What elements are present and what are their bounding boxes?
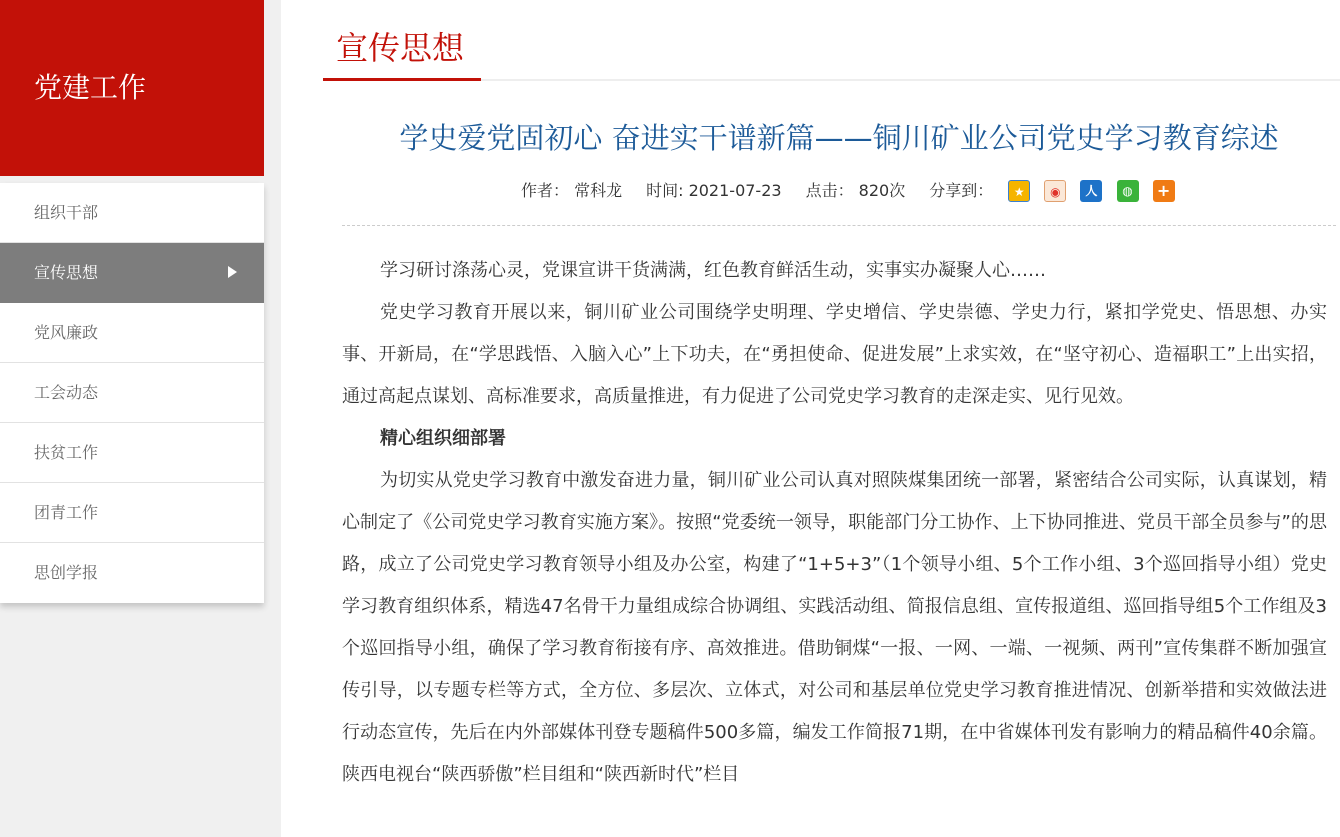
chevron-right-icon [228, 266, 237, 278]
article-time: 时间: 2021-07-23 [646, 180, 782, 200]
sidebar-title: 党建工作 [34, 71, 147, 104]
meta-divider [342, 225, 1336, 226]
sidebar-item-label: 团青工作 [34, 503, 99, 522]
sidebar-item-integrity[interactable] [0, 303, 264, 363]
sidebar-item-label: 组织干部 [34, 203, 99, 222]
article-title: 学史爱党固初心 奋进实干谱新篇——铜川矿业公司党史学习教育综述 [399, 121, 1279, 155]
sidebar-item-poverty[interactable] [0, 423, 264, 483]
more-icon[interactable]: + [1153, 180, 1175, 202]
article-author: 作者： 常科龙 [521, 180, 623, 200]
sidebar-item-label: 扶贫工作 [34, 443, 99, 462]
section-title: 宣传思想 [336, 29, 465, 67]
qzone-icon[interactable]: ★ [1008, 180, 1030, 202]
article-subheading: 精心组织细部署 [380, 428, 506, 449]
sidebar-header [0, 0, 264, 176]
article-body [342, 250, 1327, 796]
share-icons [999, 179, 1174, 203]
sidebar-item-propaganda[interactable] [0, 243, 264, 303]
sidebar-item-label: 工会动态 [34, 383, 99, 402]
sidebar-item-label: 宣传思想 [34, 263, 99, 282]
article-paragraph: 为切实从党史学习教育中激发奋进力量，铜川矿业公司认真对照陕煤集团统一部署，紧密结合公司实际，认真谋划，精心制定了《公司党史学习教育实施方案》。按照“党委统一领导，职能部门分工协作、上下协同推进、党员干部全员参与”的思路，成立了公司党史学习教育领导小组及办公室，构建了“1+5+3”（1个领导小组、5个工作小组、3个巡回指导小组）党史学习教育组织体系，精选47名骨干力量组成综合协调组、实践活动组、简报信息组、宣传报道组、巡回指导组5个工作组及3个巡回指导小组，确保了学习教育衔接有序、高效推进。借助铜煤“一报、一网、一端、一视频、两刊”宣传集群不断加强宣传引导，以专题专栏等方式，全方位、多层次、立体式，对公司和基层单位党史学习教育推进情况、创新举措和实效做法进行动态宣传，先后在内外部媒体刊登专题稿件500多篇，编发工作简报71期，在中省媒体刊发有影响力的精品稿件40余篇。陕西电视台“陕西骄傲”栏目组和“陕西新时代”栏目 [342, 470, 1327, 785]
renren-icon[interactable]: 人 [1080, 180, 1102, 202]
sidebar-menu [0, 183, 264, 603]
article-paragraph: 学习研讨涤荡心灵，党课宣讲干货满满，红色教育鲜活生动，实事实办凝聚人心…… [380, 260, 1046, 281]
weibo-icon[interactable]: ◉ [1044, 180, 1066, 202]
section-title-underline [323, 78, 481, 81]
article-meta [521, 178, 1175, 204]
sidebar-item-label: 党风廉政 [34, 323, 99, 342]
sidebar-item-label: 思创学报 [34, 563, 99, 582]
wechat-icon[interactable]: ◍ [1117, 180, 1139, 202]
sidebar-item-union[interactable] [0, 363, 264, 423]
sidebar-item-organization[interactable] [0, 183, 264, 243]
sidebar-item-journal[interactable] [0, 543, 264, 603]
sidebar-item-youth[interactable] [0, 483, 264, 543]
share-label: 分享到： [929, 180, 994, 200]
article-clicks: 点击： 820次 [805, 180, 906, 200]
article-paragraph: 党史学习教育开展以来，铜川矿业公司围绕学史明理、学史增信、学史崇德、学史力行，紧扣学党史、悟思想、办实事、开新局，在“学思践悟、入脑入心”上下功夫，在“勇担使命、促进发展”上求实效，在“坚守初心、造福职工”上出实招，通过高起点谋划、高标准要求，高质量推进，有力促进了公司党史学习教育的走深走实、见行见效。 [342, 302, 1327, 407]
